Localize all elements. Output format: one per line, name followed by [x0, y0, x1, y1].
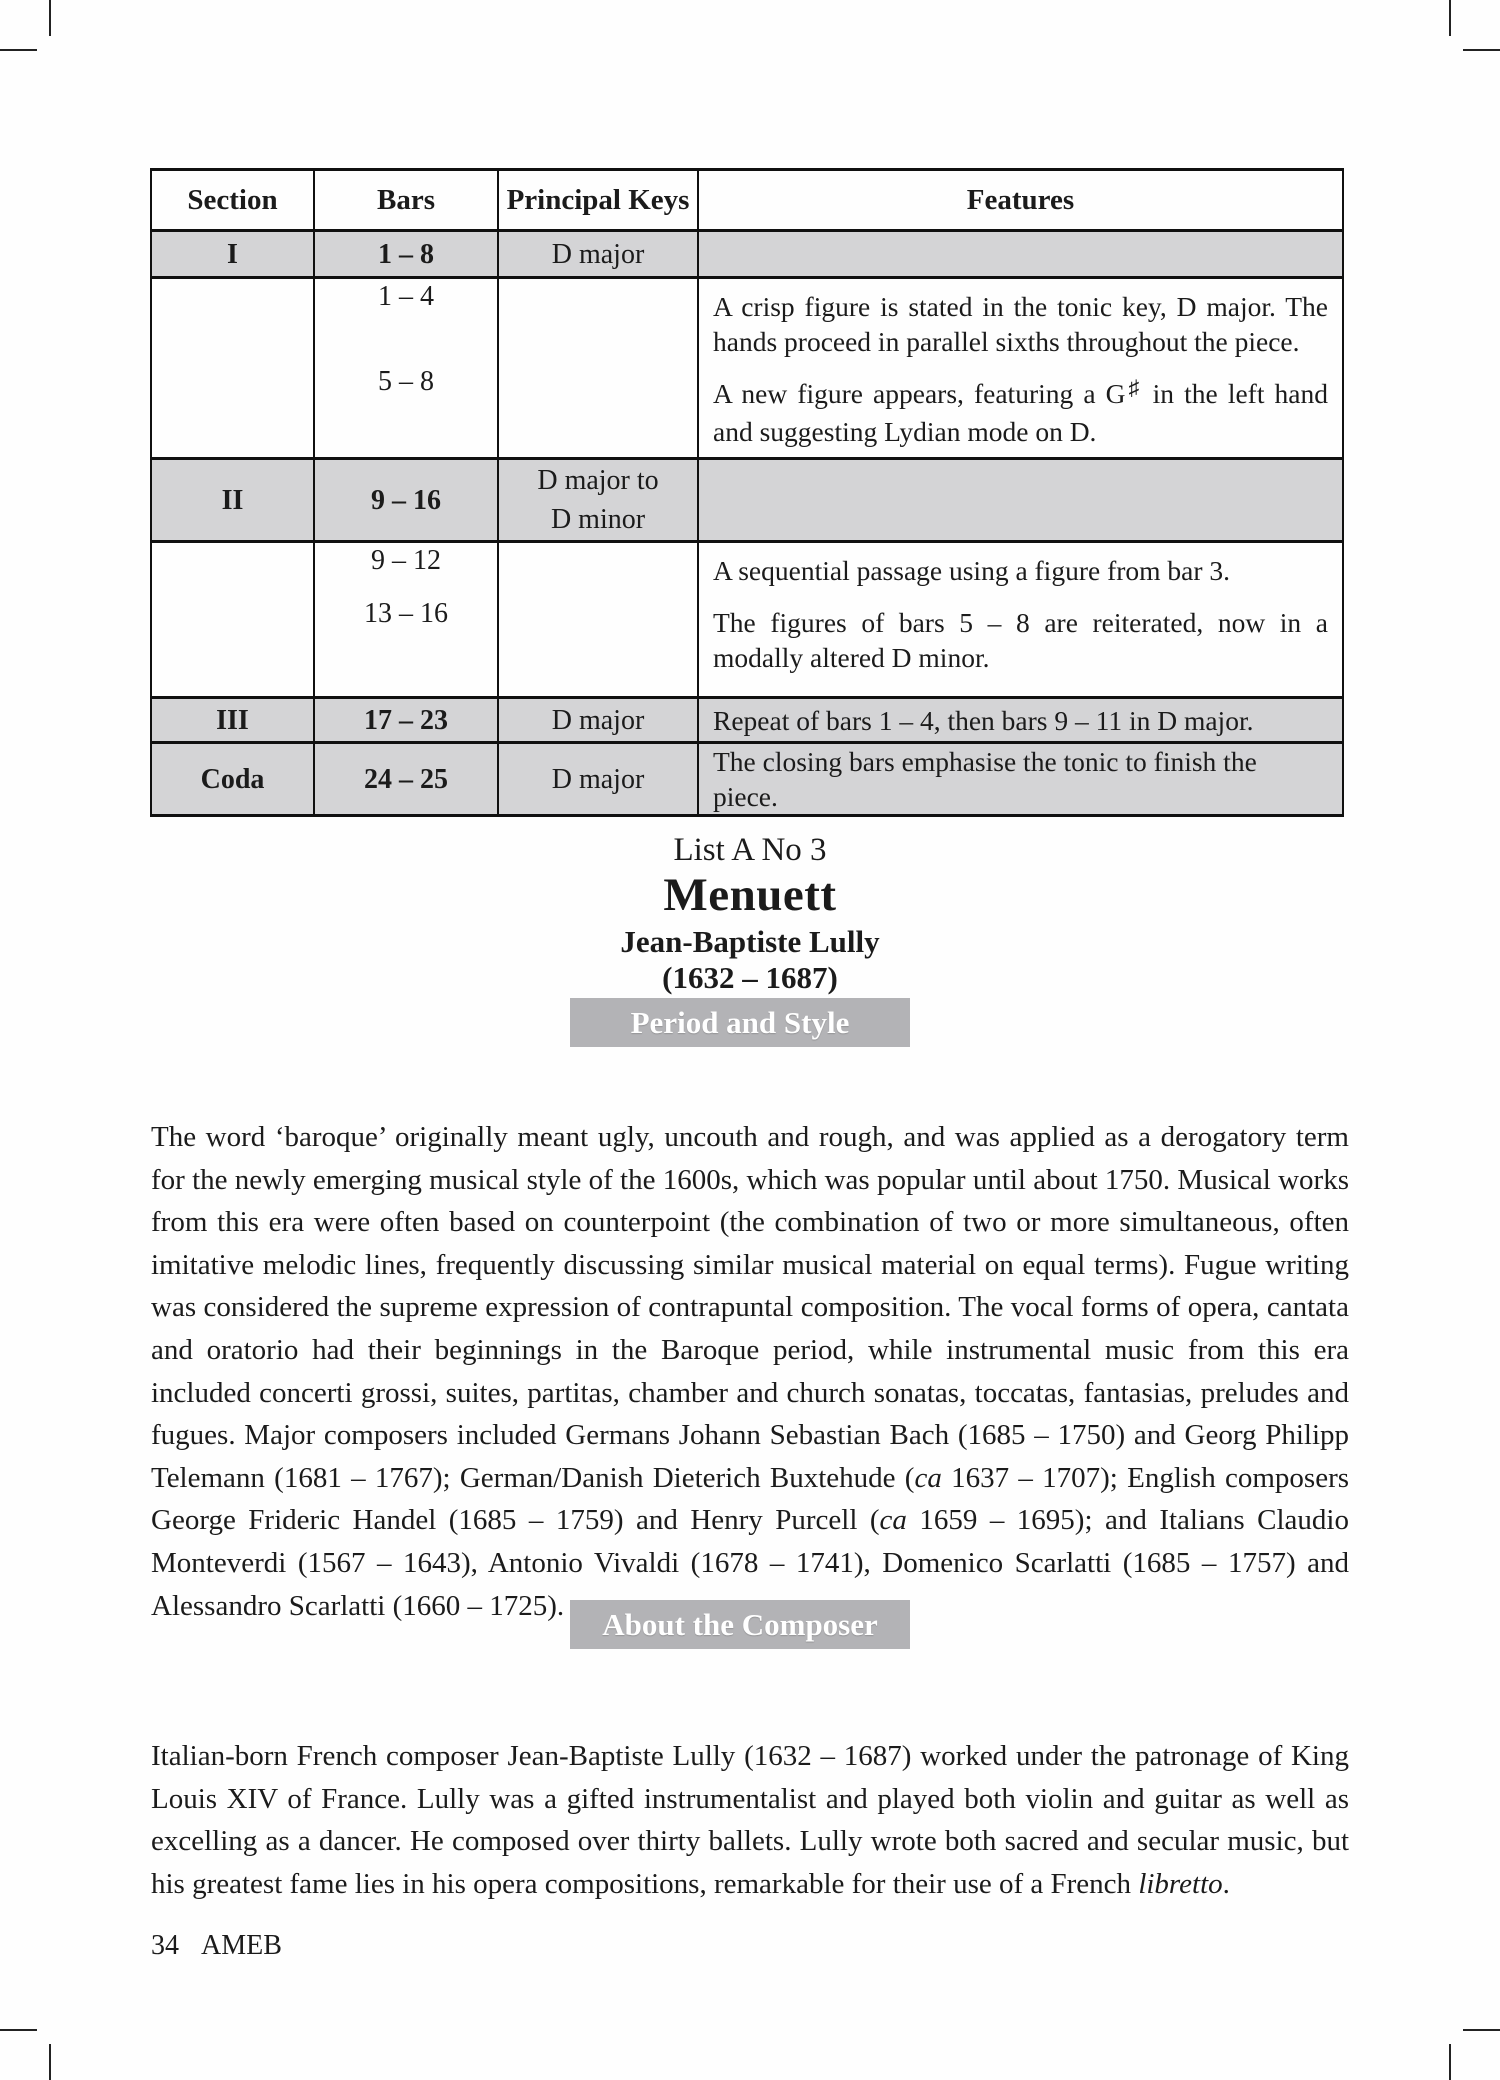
features-cell [698, 231, 1343, 278]
keys-cell [498, 542, 698, 698]
section-cell [151, 542, 314, 698]
table-row-section-1 [151, 231, 1343, 278]
feature-text: A crisp figure is stated in the tonic key, D major. The hands proceed in parallel sixths throughout the piece. [713, 291, 1328, 357]
col-header-principal-keys: Principal Keys [498, 170, 698, 231]
keys-cell: D major [498, 698, 698, 743]
table-row-section-2-detail [151, 542, 1343, 698]
col-header-bars: Bars [314, 170, 498, 231]
section-cell: II [151, 459, 314, 542]
bars-sub-range: 5 – 8 [378, 366, 434, 397]
table-row-section-1-detail [151, 278, 1343, 459]
bars-cell [314, 542, 498, 698]
features-cell [698, 459, 1343, 542]
composer-name: Jean-Baptiste Lully [620, 924, 880, 959]
page-number: 34 [151, 1930, 179, 1961]
section-banner-about-the-composer: About the Composer [570, 1600, 910, 1649]
bars-sub-range: 1 – 4 [378, 281, 434, 312]
crop-mark-bottom-left-vertical [49, 2044, 51, 2080]
col-header-section: Section [151, 170, 314, 231]
crop-mark-bottom-right-vertical [1449, 2044, 1451, 2080]
feature-text: The figures of bars 5 – 8 are reiterated, now in a modally altered D minor. [713, 607, 1328, 673]
period-and-style-paragraph: The word ‘baroque’ originally meant ugly, uncouth and rough, and was applied as a derogatory term for the newly emerging musical style of the 1600s, which was popular until about 1750. Musical works from this era were often based on counterpoint (the combination of two or more simultaneous, often imitative melodic lines, frequently discussing similar musical material on equal terms). Fugue writing was considered the supreme expression of contrapuntal composition. The vocal forms of opera, cantata and oratorio had their beginnings in the Baroque period, while instrumental music from this era included concerti grossi, suites, partitas, chamber and church sonatas, toccatas, fantasias, preludes and fugues. Major composers included Germans Johann Sebastian Bach (1685 – 1750) and Georg Philipp Telemann (1681 – 1767); German/Danish Dieterich Buxtehude (ca 1637 – 1707); English composers George Frideric Handel (1685 – 1759) and Henry Purcell (ca 1659 – 1695); and Italians Claudio Monteverdi (1567 – 1643), Antonio Vivaldi (1678 – 1741), Domenico Scarlatti (1685 – 1757) and Alessandro Scarlatti (1660 – 1725). [151, 1121, 1350, 1622]
bars-cell [314, 278, 498, 459]
section-cell: I [151, 231, 314, 278]
section-cell: III [151, 698, 314, 743]
features-cell: Repeat of bars 1 – 4, then bars 9 – 11 in D major. [698, 698, 1343, 743]
sharp-symbol: ♯ [1125, 375, 1143, 400]
crop-mark-top-left-horizontal [0, 49, 37, 51]
bars-cell: 1 – 8 [314, 231, 498, 278]
crop-mark-top-right-horizontal [1463, 49, 1500, 51]
table-row-section-3 [151, 698, 1343, 743]
features-cell [698, 542, 1343, 698]
bars-cell: 24 – 25 [314, 743, 498, 816]
analysis-table [150, 168, 1344, 817]
table-row-section-2 [151, 459, 1343, 542]
table-header-row [151, 170, 1343, 231]
bars-sub-range: 13 – 16 [364, 598, 448, 629]
feature-text: A new figure appears, featuring a G♯ in the left hand and suggesting Lydian mode on D. [713, 375, 1328, 447]
italic-ca: ca [914, 1461, 942, 1494]
bars-sub-range: 9 – 12 [371, 545, 441, 576]
feature-text: A sequential passage using a figure from bar 3. [713, 555, 1231, 586]
table-row-coda [151, 743, 1343, 816]
keys-cell: D major [498, 743, 698, 816]
crop-mark-top-left-vertical [49, 0, 51, 36]
crop-mark-bottom-left-horizontal [0, 2029, 37, 2031]
features-cell: The closing bars emphasise the tonic to finish the piece. [698, 743, 1343, 816]
bars-cell: 9 – 16 [314, 459, 498, 542]
crop-mark-bottom-right-horizontal [1463, 2029, 1500, 2031]
list-number: List A No 3 [673, 832, 827, 868]
section-banner-period-and-style: Period and Style [570, 998, 910, 1047]
piece-heading [0, 830, 1500, 996]
keys-cell [498, 278, 698, 459]
italic-libretto: libretto [1138, 1867, 1223, 1900]
keys-cell: D major [498, 231, 698, 278]
italic-ca: ca [879, 1504, 907, 1537]
keys-cell: D major to D minor [498, 459, 698, 542]
about-the-composer-paragraph: Italian-born French composer Jean-Baptiste Lully (1632 – 1687) worked under the patronage of King Louis XIV of France. Lully was a gifted instrumentalist and played both violin and guitar as well as excelling as a dancer. He composed over thirty ballets. Lully wrote both sacred and secular music, but his greatest fame lies in his opera compositions, remarkable for their use of a French libretto. [151, 1740, 1349, 1900]
crop-mark-top-right-vertical [1449, 0, 1451, 36]
features-cell [698, 278, 1343, 459]
piece-title: Menuett [663, 869, 837, 921]
composer-dates: (1632 – 1687) [662, 960, 838, 995]
section-cell [151, 278, 314, 459]
bars-cell: 17 – 23 [314, 698, 498, 743]
publisher-brand: AMEB [201, 1930, 282, 1961]
page-footer [151, 1930, 282, 1962]
section-cell: Coda [151, 743, 314, 816]
col-header-features: Features [698, 170, 1343, 231]
